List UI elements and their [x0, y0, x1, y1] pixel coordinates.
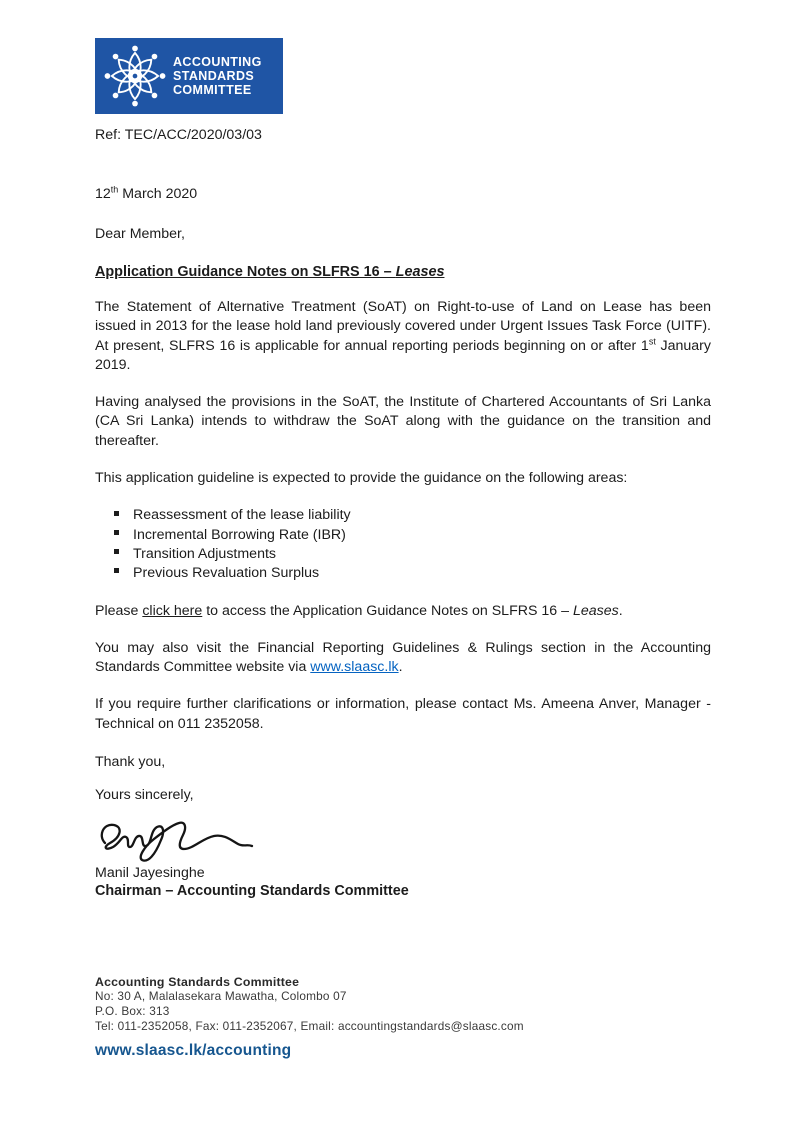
slaasc-website-link[interactable]: www.slaasc.lk: [310, 659, 399, 676]
date-day: 12: [95, 186, 111, 202]
logo-line-3: COMMITTEE: [173, 83, 252, 97]
p4-text-end: .: [618, 602, 623, 619]
list-item: [95, 564, 711, 583]
paragraph-soat-background: [95, 298, 711, 375]
signature: [97, 805, 267, 863]
flower-emblem-icon: [103, 44, 167, 108]
list-item: [95, 526, 711, 545]
bullet-square-icon: [114, 530, 119, 535]
letter-date: [95, 186, 711, 202]
bullet-square-icon: [114, 511, 119, 516]
signer-name: Manil Jayesinghe: [95, 865, 205, 882]
signer-title: Chairman – Accounting Standards Committee: [95, 883, 409, 900]
p1-text: The Statement of Alternative Treatment (SoAT) on Right-to-use of Land on Lease has been issued in 2013 for the lease hold land previously covered under Urgent Issues Task Force (UITF). At present, SLFRS 16 is applicable for annual reporting periods beginning on or after 1: [95, 299, 711, 354]
list-item: [95, 545, 711, 564]
subject-italic: Leases: [395, 264, 445, 280]
subject-main: Application Guidance Notes on SLFRS 16 –: [95, 264, 396, 280]
list-item-label: Transition Adjustments: [133, 545, 276, 562]
p5-text-end: .: [398, 659, 403, 676]
logo-line-1: ACCOUNTING: [173, 55, 262, 69]
p4-italic: Leases: [572, 602, 619, 619]
logo-wordmark: [173, 55, 262, 97]
paragraph-contact: If you require further clarifications or information, please contact Ms. Ameena Anver, Manager - Technical on 011 2352058.: [95, 696, 711, 732]
footer-address-line1: No: 30 A, Malalasekara Mawatha, Colombo 07: [95, 989, 347, 1003]
date-rest: March 2020: [118, 186, 198, 202]
letter-footer: [95, 975, 711, 1060]
list-item-label: Incremental Borrowing Rate (IBR): [133, 526, 346, 543]
letter-content: [95, 38, 711, 899]
p5-text: You may also visit the Financial Reporting Guidelines & Rulings section in the Accounting Standards Committee website via: [95, 639, 711, 676]
p4-text-mid: to access the Application Guidance Notes on SLFRS 16 –: [202, 602, 573, 619]
footer-contact-line: Tel: 011-2352058, Fax: 011-2352067, Email: accountingstandards@slaasc.com: [95, 1019, 524, 1034]
list-item-label: Previous Revaluation Surplus: [133, 565, 320, 582]
bullet-square-icon: [114, 549, 119, 554]
valediction: Yours sincerely,: [95, 787, 194, 804]
footer-address-line2: P.O. Box: 313: [95, 1004, 170, 1019]
reference-number: Ref: TEC/ACC/2020/03/03: [95, 127, 262, 143]
click-here-link[interactable]: click here: [142, 602, 203, 619]
list-item-label: Reassessment of the lease liability: [133, 507, 351, 524]
p1-ordinal-suffix: st: [648, 335, 656, 346]
paragraph-website: [95, 639, 711, 678]
p1-text-end: January 2019.: [95, 337, 711, 373]
p4-text: Please: [95, 602, 143, 619]
thank-you-line: Thank you,: [95, 754, 166, 771]
guidance-areas-list: [95, 506, 711, 583]
paragraph-guideline-intro: This application guideline is expected to provide the guidance on the following areas:: [95, 470, 628, 487]
subject-heading: [95, 264, 711, 280]
list-item: [95, 506, 711, 525]
date-ordinal-suffix: th: [110, 184, 119, 195]
footer-organization: Accounting Standards Committee: [95, 975, 300, 989]
bullet-square-icon: [114, 568, 119, 573]
paragraph-access-notes: [95, 602, 711, 621]
organization-logo: [95, 38, 283, 114]
salutation: Dear Member,: [95, 226, 185, 242]
paragraph-withdrawal: Having analysed the provisions in the SoAT, the Institute of Chartered Accountants of Sri Lanka (CA Sri Lanka) intends to withdraw the SoAT along with the guidance on the transition and thereafter.: [95, 394, 711, 449]
footer-website-link[interactable]: www.slaasc.lk/accounting: [95, 1041, 292, 1059]
logo-line-2: STANDARDS: [173, 69, 255, 83]
